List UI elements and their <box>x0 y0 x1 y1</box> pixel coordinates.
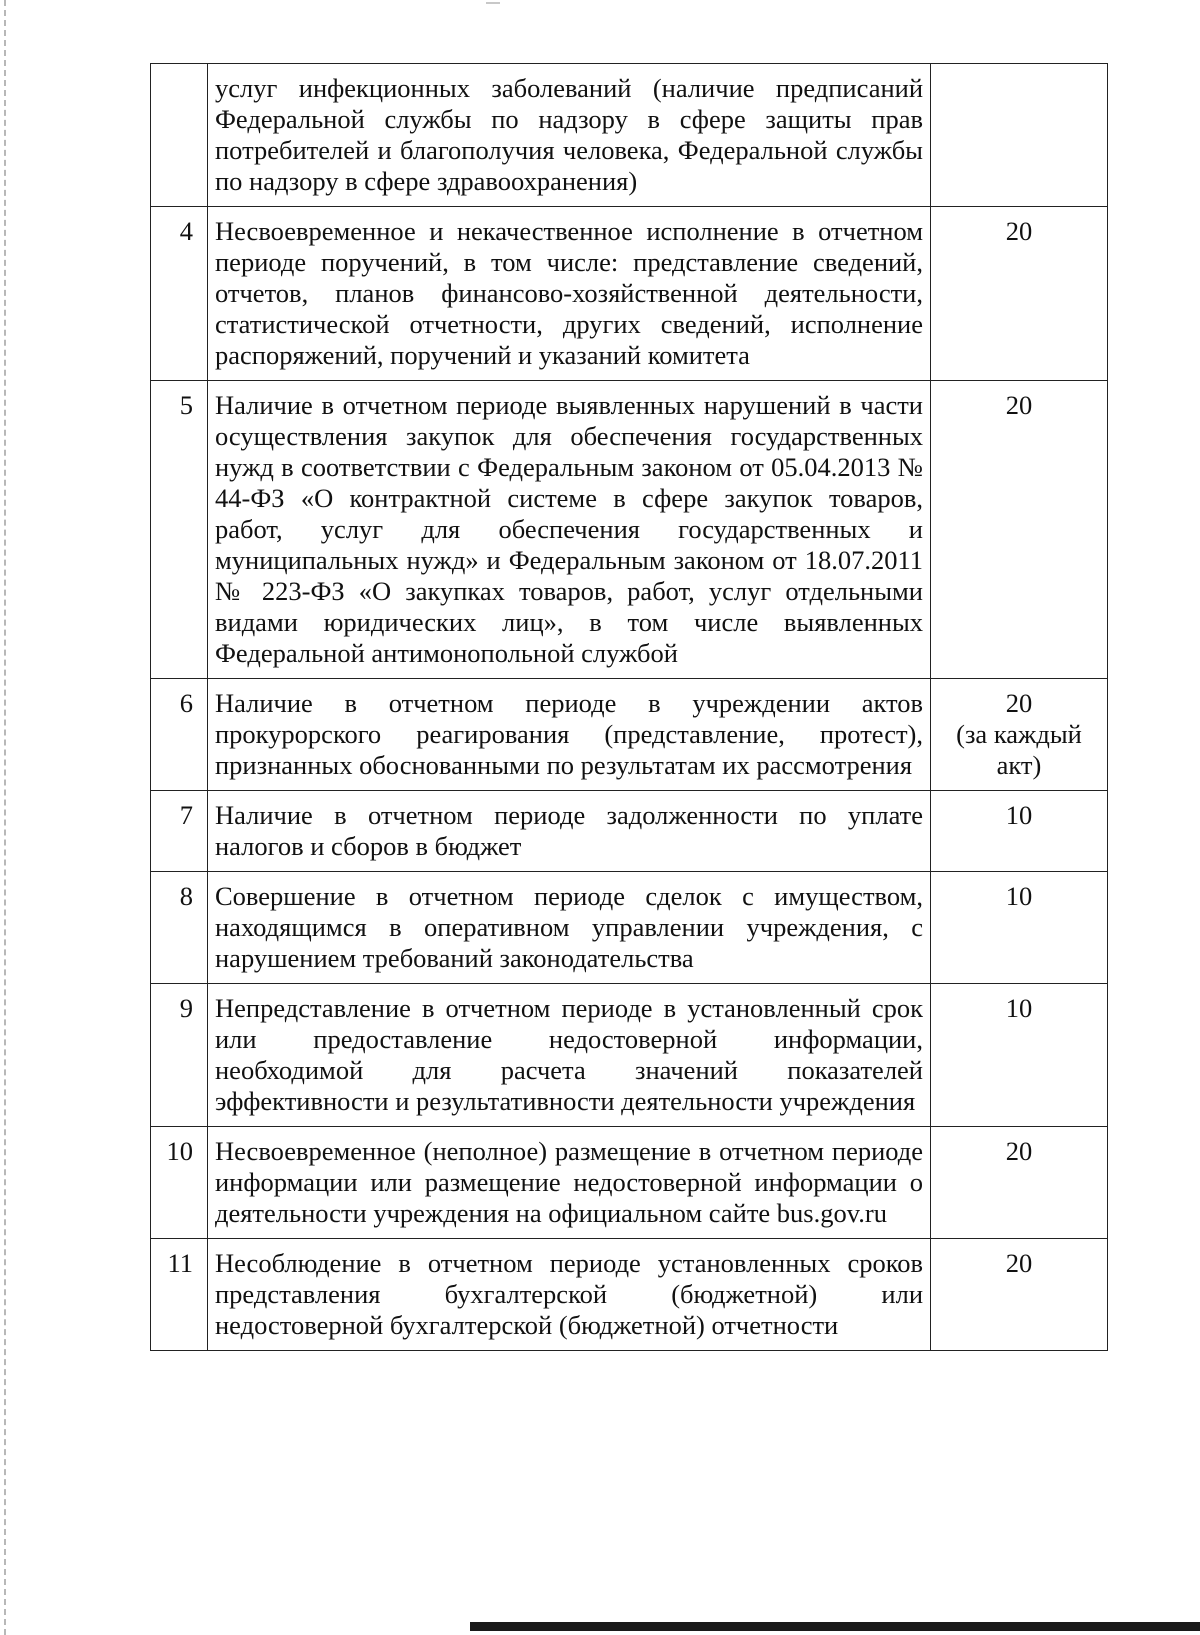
row-number: 11 <box>151 1239 208 1351</box>
row-score <box>931 872 1108 984</box>
row-criterion-text: Непредставление в отчетном периоде в установленный срок или предоставление недостоверной информации, необходимой для расчета значений показателей эффективности и результативности деятельности учреждения <box>208 984 931 1127</box>
table-row <box>151 1239 1108 1351</box>
score-value: 20 <box>1005 1136 1033 1166</box>
scan-speck-artifact <box>486 2 500 4</box>
score-value: 10 <box>1005 993 1033 1023</box>
row-number <box>151 64 208 207</box>
scan-bottom-artifact <box>470 1622 1200 1631</box>
score-value: 20 <box>1005 1248 1033 1278</box>
row-score <box>931 984 1108 1127</box>
row-criterion-text: Наличие в отчетном периоде задолженности по уплате налогов и сборов в бюджет <box>208 791 931 872</box>
row-score <box>931 791 1108 872</box>
row-criterion-text: услуг инфекционных заболеваний (наличие предписаний Федеральной службы по надзору в сфере защиты прав потребителей и благополучия человека, Федеральной службы по надзору в сфере здравоохранения) <box>208 64 931 207</box>
score-value: 10 <box>1005 881 1033 911</box>
row-criterion-text: Совершение в отчетном периоде сделок с имуществом, находящимся в оперативном управлении учреждения, с нарушением требований законодательства <box>208 872 931 984</box>
row-score <box>931 1127 1108 1239</box>
row-number: 5 <box>151 381 208 679</box>
table-row <box>151 1127 1108 1239</box>
score-note: (за каждый акт) <box>956 719 1082 780</box>
row-number: 4 <box>151 207 208 381</box>
table-row <box>151 64 1108 207</box>
score-value: 20 <box>1005 688 1033 718</box>
table-row <box>151 679 1108 791</box>
row-number: 8 <box>151 872 208 984</box>
row-criterion-text: Наличие в отчетном периоде в учреждении актов прокурорского реагирования (представление, протест), признанных обоснованными по результатам их рассмотрения <box>208 679 931 791</box>
row-score <box>931 64 1108 207</box>
row-number: 10 <box>151 1127 208 1239</box>
row-score <box>931 207 1108 381</box>
row-number: 6 <box>151 679 208 791</box>
table-row <box>151 207 1108 381</box>
score-value: 20 <box>1005 216 1033 246</box>
row-number: 7 <box>151 791 208 872</box>
table-row <box>151 872 1108 984</box>
row-criterion-text: Несвоевременное и некачественное исполнение в отчетном периоде поручений, в том числе: представление сведений, отчетов, планов финансово-хозяйственной деятельности, статистической отчетности, других сведений, исполнение распоряжений, поручений и указаний комитета <box>208 207 931 381</box>
criteria-table <box>150 63 1108 1351</box>
row-criterion-text: Несоблюдение в отчетном периоде установленных сроков представления бухгалтерской (бюджетной) или недостоверной бухгалтерской (бюджетной) отчетности <box>208 1239 931 1351</box>
row-criterion-text: Наличие в отчетном периоде выявленных нарушений в части осуществления закупок для обеспечения государственных нужд в соответствии с Федеральным законом от 05.04.2013 № 44-ФЗ «О контрактной системе в сфере закупок товаров, работ, услуг для обеспечения государственных и муниципальных нужд» и Федеральным законом от 18.07.2011 № 223-ФЗ «О закупках товаров, работ, услуг отдельными видами юридических лиц», в том числе выявленных Федеральной антимонопольной службой <box>208 381 931 679</box>
row-score <box>931 1239 1108 1351</box>
row-criterion-text: Несвоевременное (неполное) размещение в отчетном периоде информации или размещение недостоверной информации о деятельности учреждения на официальном сайте bus.gov.ru <box>208 1127 931 1239</box>
table-row <box>151 381 1108 679</box>
score-value: 10 <box>1005 800 1033 830</box>
scan-edge-artifact <box>4 0 6 1635</box>
table-row <box>151 791 1108 872</box>
row-score <box>931 381 1108 679</box>
row-number: 9 <box>151 984 208 1127</box>
table-row <box>151 984 1108 1127</box>
row-score <box>931 679 1108 791</box>
score-value: 20 <box>1005 390 1033 420</box>
